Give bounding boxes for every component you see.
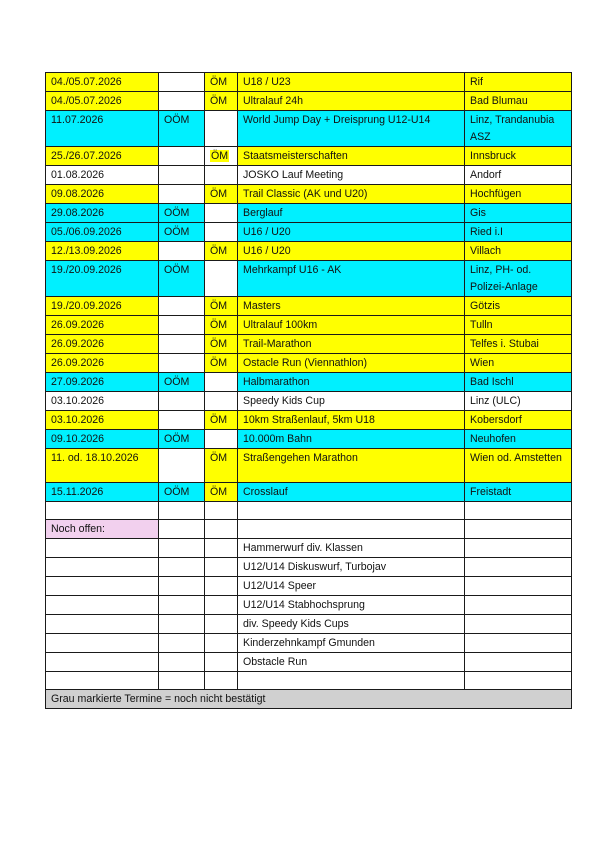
event-cell: Halbmarathon xyxy=(238,373,465,392)
date-cell: 26.09.2026 xyxy=(46,335,159,354)
empty-cell xyxy=(46,653,159,672)
om-cell xyxy=(205,166,238,185)
oom-cell: OÖM xyxy=(159,373,205,392)
empty-cell xyxy=(46,539,159,558)
empty-row xyxy=(46,672,572,690)
event-cell: Ultralauf 24h xyxy=(238,92,465,111)
open-item-row xyxy=(46,539,572,558)
empty-cell xyxy=(465,672,572,690)
oom-cell: OÖM xyxy=(159,430,205,449)
empty-cell xyxy=(159,502,205,520)
event-cell: Speedy Kids Cup xyxy=(238,392,465,411)
place-cell: Götzis xyxy=(465,297,572,316)
empty-cell xyxy=(205,634,238,653)
open-item-row xyxy=(46,615,572,634)
oom-cell: OÖM xyxy=(159,223,205,242)
empty-cell xyxy=(46,615,159,634)
open-item-row xyxy=(46,653,572,672)
date-cell: 27.09.2026 xyxy=(46,373,159,392)
date-cell: 03.10.2026 xyxy=(46,411,159,430)
place-cell: Andorf xyxy=(465,166,572,185)
event-cell: U18 / U23 xyxy=(238,73,465,92)
event-cell: Ultralauf 100km xyxy=(238,316,465,335)
date-cell: 09.10.2026 xyxy=(46,430,159,449)
empty-cell xyxy=(205,596,238,615)
om-cell xyxy=(205,223,238,242)
table-row xyxy=(46,335,572,354)
oom-cell xyxy=(159,242,205,261)
open-section-label: Noch offen: xyxy=(46,520,159,539)
open-item-row xyxy=(46,558,572,577)
date-cell: 09.08.2026 xyxy=(46,185,159,204)
date-cell: 19./20.09.2026 xyxy=(46,297,159,316)
om-cell: ÖM xyxy=(205,92,238,111)
date-cell: 26.09.2026 xyxy=(46,354,159,373)
date-cell: 01.08.2026 xyxy=(46,166,159,185)
empty-cell xyxy=(205,615,238,634)
om-highlight: ÖM xyxy=(211,150,229,162)
date-cell: 04./05.07.2026 xyxy=(46,92,159,111)
place-cell: Telfes i. Stubai xyxy=(465,335,572,354)
open-item-row xyxy=(46,596,572,615)
empty-cell xyxy=(205,653,238,672)
oom-cell xyxy=(159,335,205,354)
empty-cell xyxy=(159,520,205,539)
open-item-row xyxy=(46,634,572,653)
empty-cell xyxy=(46,596,159,615)
place-cell: Bad Ischl xyxy=(465,373,572,392)
place-cell: Rif xyxy=(465,73,572,92)
place-cell: Innsbruck xyxy=(465,147,572,166)
om-cell: ÖM xyxy=(205,335,238,354)
place-cell: Kobersdorf xyxy=(465,411,572,430)
oom-cell xyxy=(159,316,205,335)
om-cell xyxy=(205,204,238,223)
oom-cell xyxy=(159,92,205,111)
empty-cell xyxy=(159,672,205,690)
empty-cell xyxy=(205,502,238,520)
empty-cell xyxy=(465,502,572,520)
schedule-body xyxy=(46,73,572,709)
table-row xyxy=(46,242,572,261)
event-cell: Straßengehen Marathon xyxy=(238,449,465,483)
event-cell: Masters xyxy=(238,297,465,316)
om-cell xyxy=(205,373,238,392)
table-row xyxy=(46,111,572,147)
event-cell: Berglauf xyxy=(238,204,465,223)
om-cell: ÖM xyxy=(205,242,238,261)
table-row xyxy=(46,297,572,316)
empty-cell xyxy=(159,634,205,653)
om-cell: ÖM xyxy=(205,297,238,316)
table-row xyxy=(46,261,572,297)
open-item-event: U12/U14 Stabhochsprung xyxy=(238,596,465,615)
empty-cell xyxy=(465,520,572,539)
table-row xyxy=(46,166,572,185)
oom-cell: OÖM xyxy=(159,483,205,502)
date-cell: 04./05.07.2026 xyxy=(46,73,159,92)
empty-cell xyxy=(465,558,572,577)
event-cell: Mehrkampf U16 - AK xyxy=(238,261,465,297)
empty-cell xyxy=(205,520,238,539)
empty-cell xyxy=(159,558,205,577)
empty-cell xyxy=(159,596,205,615)
place-cell: Hochfügen xyxy=(465,185,572,204)
empty-cell xyxy=(46,558,159,577)
empty-cell xyxy=(465,634,572,653)
empty-row xyxy=(46,502,572,520)
place-cell: Wien od. Amstetten xyxy=(465,449,572,483)
table-row xyxy=(46,223,572,242)
place-cell: Gis xyxy=(465,204,572,223)
event-cell: Trail-Marathon xyxy=(238,335,465,354)
open-item-event: U12/U14 Diskuswurf, Turbojav xyxy=(238,558,465,577)
table-row xyxy=(46,449,572,483)
empty-cell xyxy=(465,539,572,558)
open-item-event: Hammerwurf div. Klassen xyxy=(238,539,465,558)
event-cell: Staatsmeisterschaften xyxy=(238,147,465,166)
oom-cell xyxy=(159,449,205,483)
place-cell: Wien xyxy=(465,354,572,373)
date-cell: 12./13.09.2026 xyxy=(46,242,159,261)
open-item-event: Obstacle Run xyxy=(238,653,465,672)
open-item-event: Kinderzehnkampf Gmunden xyxy=(238,634,465,653)
om-cell xyxy=(205,261,238,297)
om-cell xyxy=(205,147,238,166)
om-cell: ÖM xyxy=(205,185,238,204)
om-cell xyxy=(205,392,238,411)
table-row xyxy=(46,392,572,411)
footer-note: Grau markierte Termine = noch nicht bestätigt xyxy=(46,690,572,709)
table-row xyxy=(46,411,572,430)
event-cell: Crosslauf xyxy=(238,483,465,502)
date-cell: 05./06.09.2026 xyxy=(46,223,159,242)
empty-cell xyxy=(205,558,238,577)
empty-cell xyxy=(205,577,238,596)
om-cell: ÖM xyxy=(205,73,238,92)
om-cell: ÖM xyxy=(205,354,238,373)
event-cell: Ostacle Run (Viennathlon) xyxy=(238,354,465,373)
table-row xyxy=(46,185,572,204)
empty-cell xyxy=(465,596,572,615)
empty-cell xyxy=(238,502,465,520)
place-cell: Bad Blumau xyxy=(465,92,572,111)
oom-cell xyxy=(159,297,205,316)
place-cell: Linz, Trandanubia ASZ xyxy=(465,111,572,147)
om-cell: ÖM xyxy=(205,483,238,502)
table-row xyxy=(46,92,572,111)
date-cell: 15.11.2026 xyxy=(46,483,159,502)
empty-cell xyxy=(205,539,238,558)
place-cell: Linz (ULC) xyxy=(465,392,572,411)
open-section-header-row xyxy=(46,520,572,539)
om-cell: ÖM xyxy=(205,449,238,483)
oom-cell xyxy=(159,73,205,92)
empty-cell xyxy=(205,672,238,690)
empty-cell xyxy=(46,502,159,520)
oom-cell: OÖM xyxy=(159,261,205,297)
oom-cell xyxy=(159,166,205,185)
date-cell: 26.09.2026 xyxy=(46,316,159,335)
om-cell xyxy=(205,430,238,449)
table-row xyxy=(46,483,572,502)
table-row xyxy=(46,373,572,392)
table-row xyxy=(46,430,572,449)
empty-cell xyxy=(159,577,205,596)
footer-row xyxy=(46,690,572,709)
date-cell: 19./20.09.2026 xyxy=(46,261,159,297)
om-cell: ÖM xyxy=(205,316,238,335)
event-cell: 10.000m Bahn xyxy=(238,430,465,449)
event-cell: JOSKO Lauf Meeting xyxy=(238,166,465,185)
date-cell: 29.08.2026 xyxy=(46,204,159,223)
place-cell: Villach xyxy=(465,242,572,261)
table-row xyxy=(46,204,572,223)
place-cell: Neuhofen xyxy=(465,430,572,449)
oom-cell: OÖM xyxy=(159,204,205,223)
empty-cell xyxy=(238,672,465,690)
place-cell: Tulln xyxy=(465,316,572,335)
date-cell: 03.10.2026 xyxy=(46,392,159,411)
event-cell: World Jump Day + Dreisprung U12-U14 xyxy=(238,111,465,147)
table-row xyxy=(46,73,572,92)
date-cell: 11.07.2026 xyxy=(46,111,159,147)
empty-cell xyxy=(238,520,465,539)
empty-cell xyxy=(46,577,159,596)
om-cell: ÖM xyxy=(205,411,238,430)
empty-cell xyxy=(465,615,572,634)
oom-cell xyxy=(159,185,205,204)
empty-cell xyxy=(159,615,205,634)
table-row xyxy=(46,316,572,335)
open-item-row xyxy=(46,577,572,596)
om-cell xyxy=(205,111,238,147)
date-cell: 25./26.07.2026 xyxy=(46,147,159,166)
oom-cell xyxy=(159,147,205,166)
empty-cell xyxy=(465,577,572,596)
oom-cell xyxy=(159,392,205,411)
event-cell: Trail Classic (AK und U20) xyxy=(238,185,465,204)
event-cell: U16 / U20 xyxy=(238,223,465,242)
event-cell: 10km Straßenlauf, 5km U18 xyxy=(238,411,465,430)
oom-cell: OÖM xyxy=(159,111,205,147)
place-cell: Ried i.I xyxy=(465,223,572,242)
empty-cell xyxy=(46,634,159,653)
place-cell: Freistadt xyxy=(465,483,572,502)
empty-cell xyxy=(159,539,205,558)
oom-cell xyxy=(159,354,205,373)
open-item-event: U12/U14 Speer xyxy=(238,577,465,596)
empty-cell xyxy=(159,653,205,672)
empty-cell xyxy=(46,672,159,690)
table-row xyxy=(46,147,572,166)
table-row xyxy=(46,354,572,373)
place-cell: Linz, PH- od. Polizei-Anlage xyxy=(465,261,572,297)
oom-cell xyxy=(159,411,205,430)
event-cell: U16 / U20 xyxy=(238,242,465,261)
open-item-event: div. Speedy Kids Cups xyxy=(238,615,465,634)
date-cell: 11. od. 18.10.2026 xyxy=(46,449,159,483)
event-schedule-table xyxy=(45,72,572,709)
empty-cell xyxy=(465,653,572,672)
